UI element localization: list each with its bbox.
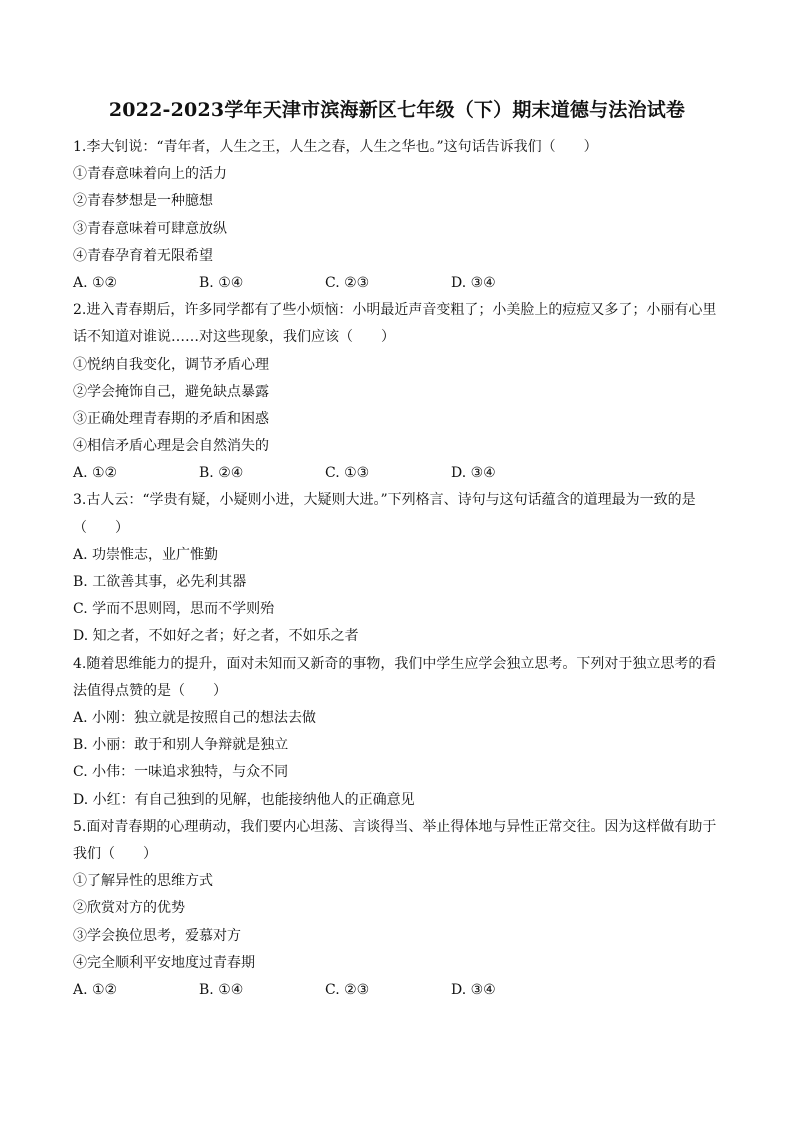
answer-option-b[interactable]: B. ①④ <box>199 981 244 998</box>
answer-option-d[interactable]: D. 小红：有自己独到的见解，也能接纳他人的正确意见 <box>73 791 415 808</box>
question-4 <box>73 651 723 814</box>
statement-item: ①悦纳自我变化，调节矛盾心理 <box>73 356 269 373</box>
exam-title: 2022-2023学年天津市滨海新区七年级（下）期末道德与法治试卷 <box>108 99 686 121</box>
answer-option-a[interactable]: A. ①② <box>73 981 118 998</box>
answer-option-d[interactable]: D. ③④ <box>451 274 496 291</box>
statement-item: ④青春孕育着无限希望 <box>73 247 213 264</box>
statement-item: ②学会掩饰自己，避免缺点暴露 <box>73 383 269 400</box>
answer-option-b[interactable]: B. 工欲善其事，必先利其器 <box>73 574 247 591</box>
question-stem: 2.进入青春期后，许多同学都有了些小烦恼：小明最近声音变粗了；小美脸上的痘痘又多了；小丽有心里话不知道对谁说……对这些现象，我们应该（ ） <box>73 302 717 346</box>
question-list <box>73 134 723 1004</box>
question-stem: 5.面对青春期的心理萌动，我们要内心坦荡、言谈得当、举止得体地与异性正常交往。因为这样做有助于我们（ ） <box>73 818 717 862</box>
answer-option-c[interactable]: C. ②③ <box>325 981 370 998</box>
answer-option-d[interactable]: D. 知之者，不如好之者；好之者，不如乐之者 <box>73 628 359 645</box>
answer-option-b[interactable]: B. 小丽：敢于和别人争辩就是独立 <box>73 737 289 754</box>
question-stem: 4.随着思维能力的提升，面对未知而又新奇的事物，我们中学生应学会独立思考。下列对于独立思考的看法值得点赞的是（ ） <box>73 655 717 699</box>
answer-option-a[interactable]: A. ①② <box>73 465 118 482</box>
statement-item: ③正确处理青春期的矛盾和困惑 <box>73 410 269 427</box>
answer-option-d[interactable]: D. ③④ <box>451 981 496 998</box>
answer-options <box>73 460 723 487</box>
statement-item: ②青春梦想是一种臆想 <box>73 193 213 210</box>
answer-option-c[interactable]: C. ①③ <box>325 465 370 482</box>
answer-option-a[interactable]: A. ①② <box>73 274 118 291</box>
answer-option-a[interactable]: A. 功崇惟志，业广惟勤 <box>73 546 219 563</box>
question-stem: 3.古人云：“学贵有疑，小疑则小进，大疑则大进。”下列格言、诗句与这句话蕴含的道理最为一致的是（ ） <box>73 492 696 536</box>
statement-item: ②欣赏对方的优势 <box>73 900 185 917</box>
answer-option-b[interactable]: B. ②④ <box>199 465 244 482</box>
statement-item: ①青春意味着向上的活力 <box>73 166 227 183</box>
question-5 <box>73 814 723 1004</box>
question-stem: 1.李大钊说：“青年者，人生之王，人生之春，人生之华也。”这句话告诉我们（ ） <box>73 139 598 155</box>
answer-option-d[interactable]: D. ③④ <box>451 465 496 482</box>
answer-options <box>73 977 723 1004</box>
answer-option-c[interactable]: C. ②③ <box>325 274 370 291</box>
question-3 <box>73 487 723 650</box>
question-1 <box>73 134 723 297</box>
statement-item: ③青春意味着可肆意放纵 <box>73 220 227 237</box>
answer-option-a[interactable]: A. 小刚：独立就是按照自己的想法去做 <box>73 710 317 727</box>
statement-item: ①了解异性的思维方式 <box>73 873 213 890</box>
answer-option-b[interactable]: B. ①④ <box>199 274 244 291</box>
statement-item: ④完全顺利平安地度过青春期 <box>73 954 255 971</box>
answer-options <box>73 270 723 297</box>
answer-option-c[interactable]: C. 小伟：一味追求独特，与众不同 <box>73 764 289 781</box>
statement-item: ④相信矛盾心理是会自然消失的 <box>73 438 269 455</box>
statement-item: ③学会换位思考，爱慕对方 <box>73 927 241 944</box>
answer-option-c[interactable]: C. 学而不思则罔，思而不学则殆 <box>73 601 275 618</box>
question-2 <box>73 297 723 487</box>
